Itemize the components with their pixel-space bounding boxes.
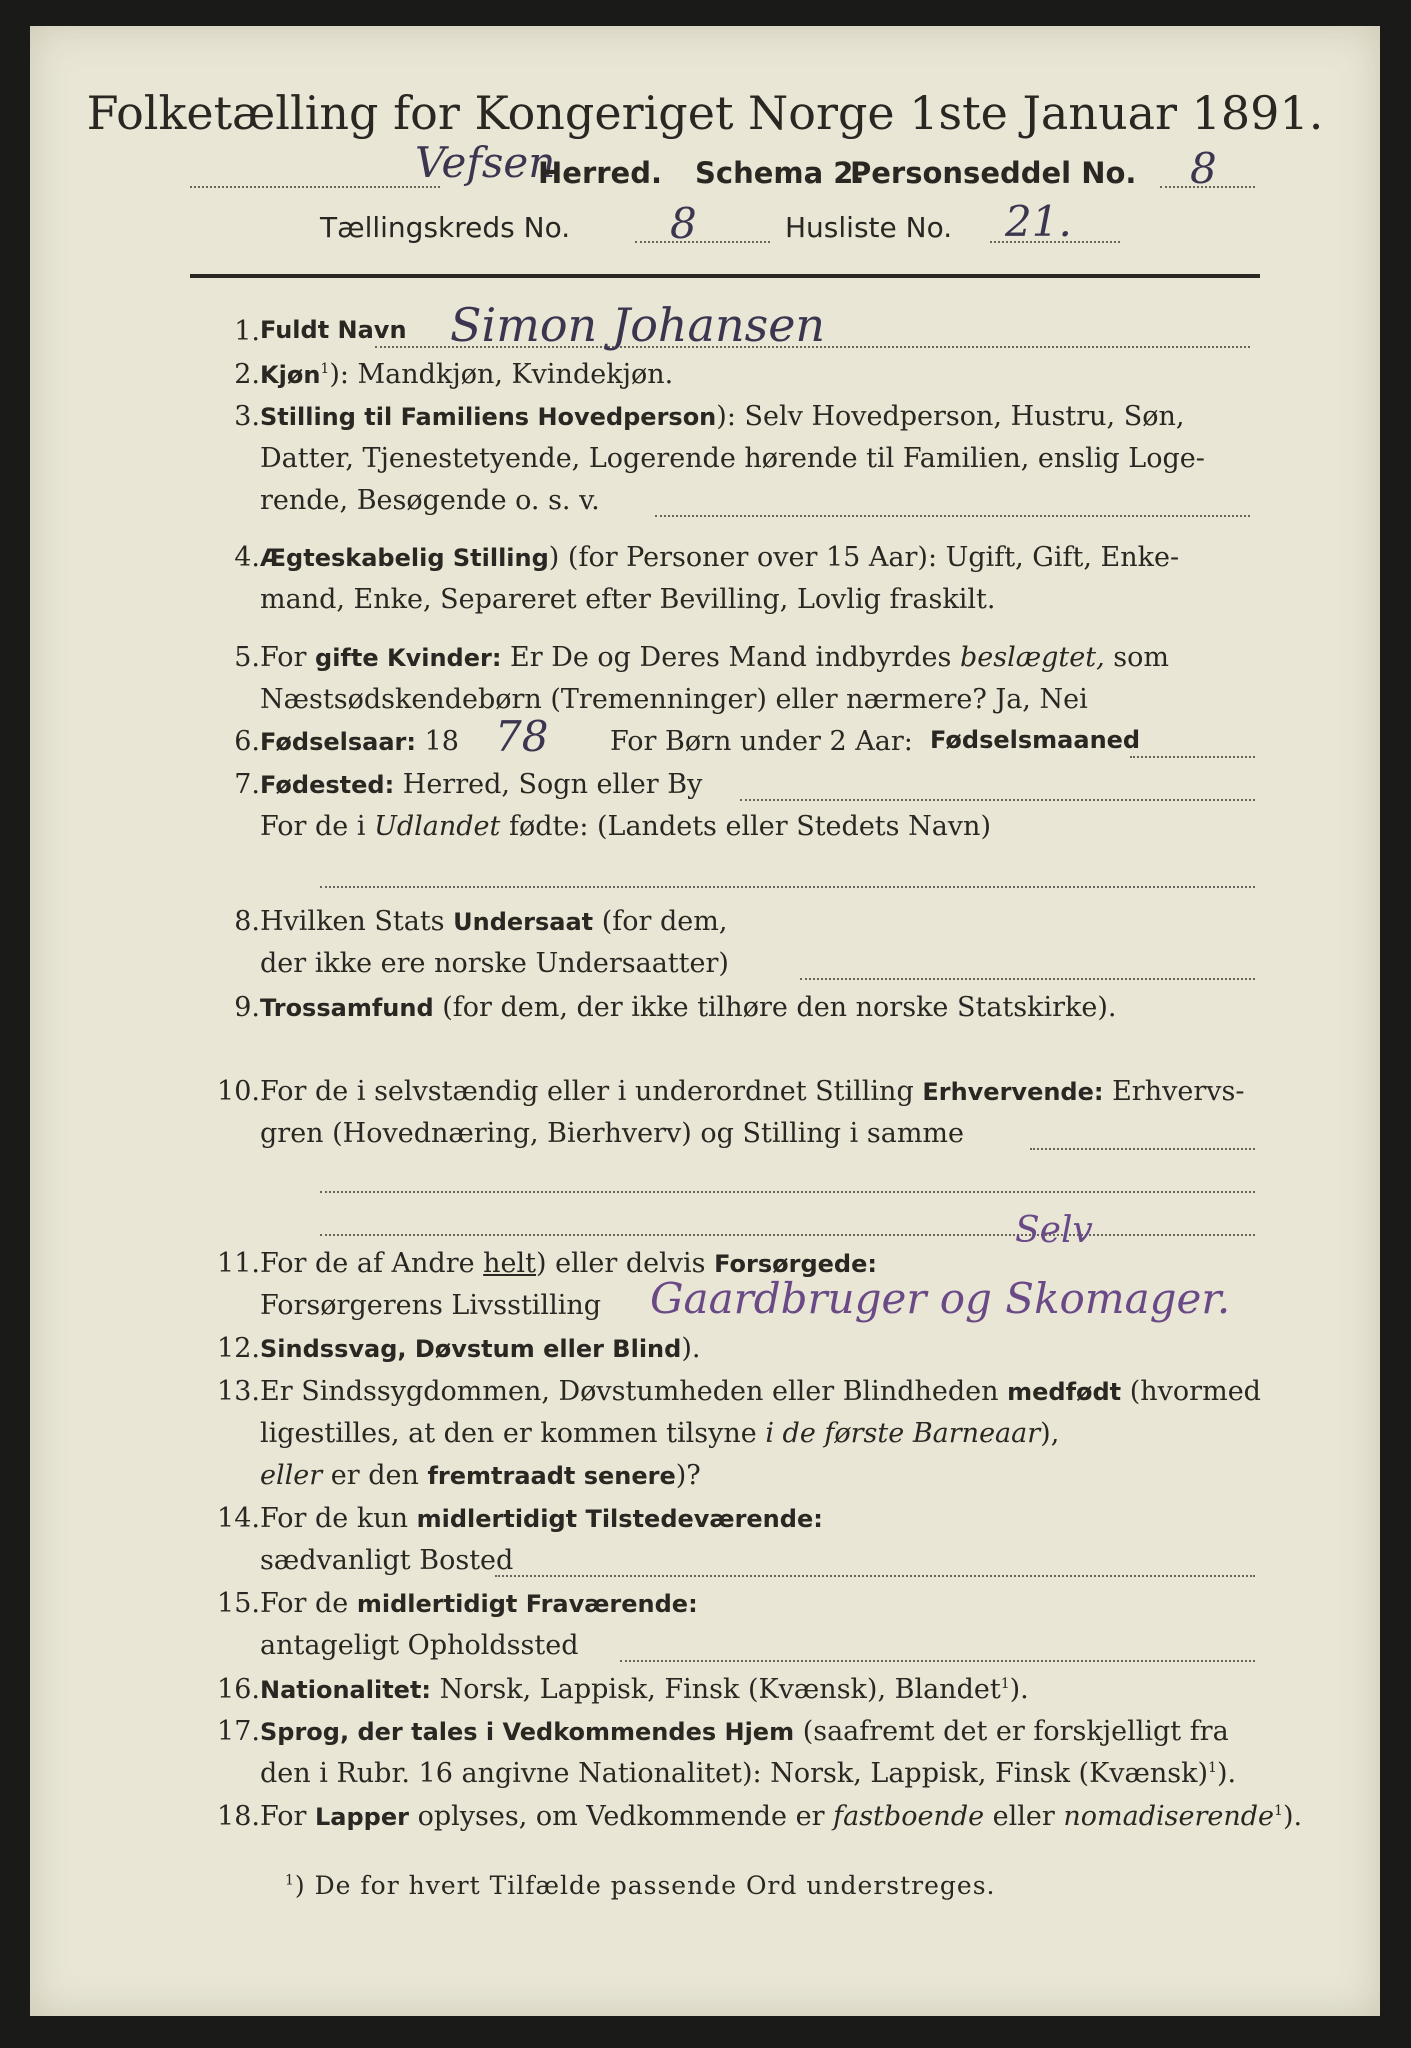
family-position-options-3: rende, Besøgende o. s. v.: [260, 485, 600, 516]
q10-text: For de i selvstændig eller i underordnet Stilling: [260, 1076, 914, 1107]
marital-label: Ægteskabelig Stilling: [260, 544, 549, 572]
item-2: [30, 359, 1380, 399]
married-women-label: gifte Kvinder:: [315, 644, 502, 672]
q13-text-2-end: ),: [1040, 1418, 1060, 1449]
q13-text: Er Sindssygdommen, Døvstumheden eller Blindheden: [260, 1376, 999, 1407]
q5-text-end: som: [1113, 642, 1169, 673]
item-number: 14.: [217, 1503, 260, 1534]
item-number: 13.: [217, 1376, 260, 1407]
birthplace-options: Herred, Sogn eller By: [402, 769, 703, 800]
q5-text-2: Næstsødskendebørn (Tremenninger) eller nærmere? Ja, Nei: [260, 684, 1088, 715]
dependent-label: Forsørgede:: [714, 1250, 877, 1278]
q5-prefix: For: [260, 642, 307, 673]
q17-text-2: den i Rubr. 16 angivne Nationalitet): Norsk, Lappisk, Finsk (Kvænsk): [260, 1758, 1209, 1789]
birth-year-label: Fødselsaar:: [260, 728, 416, 756]
item-number: 15.: [217, 1588, 260, 1619]
header-row-1: [30, 138, 1380, 196]
item-number: 3.: [234, 401, 260, 432]
footnote-text: ) De for hvert Tilfælde passende Ord understreges.: [294, 1871, 996, 1900]
item-3: [30, 401, 1380, 441]
q18-text: For: [260, 1801, 307, 1832]
occupation-label: Erhvervende:: [922, 1078, 1104, 1106]
schema-label: Schema 2.: [695, 156, 865, 190]
q11-text-mid: ) eller delvis: [536, 1248, 706, 1279]
q9-text: (for dem, der ikke tilhøre den norske Statskirke).: [442, 992, 1117, 1023]
item-number: 11.: [217, 1248, 260, 1279]
q14-text: For de kun: [260, 1503, 408, 1534]
item-number: 16.: [217, 1674, 260, 1705]
item-13: [30, 1376, 1380, 1416]
full-name-value: Simon Johansen: [450, 298, 826, 352]
q7-abroad: Udlandet: [374, 811, 501, 842]
nationality-label: Nationalitet:: [260, 1676, 432, 1704]
later-onset-label: fremtraadt senere: [427, 1462, 676, 1490]
item-number: 9.: [234, 992, 260, 1023]
congenital-label: medfødt: [1007, 1378, 1122, 1406]
item-5: [30, 642, 1380, 682]
item-9: [30, 992, 1380, 1032]
item-14: [30, 1503, 1380, 1543]
item-number: 17.: [217, 1716, 260, 1747]
item-number: 2.: [234, 359, 260, 390]
item-8: [30, 906, 1380, 946]
disability-label: Sindssvag, Døvstum eller Blind: [260, 1335, 682, 1363]
birth-month-label: Fødselsmaaned: [930, 726, 1141, 754]
item-18: 18. For Lapper oplyses, om Vedkommende er fastboende eller nomadiserende$^1$).: [30, 1801, 1380, 1841]
q8-text-2: der ikke ere norske Undersaatter): [260, 948, 729, 979]
kreds-label: Tællingskreds No.: [320, 211, 571, 244]
birth-year-value: 78: [495, 712, 549, 761]
birth-year-prefix: 18: [424, 726, 459, 757]
item-number: 4.: [234, 542, 260, 573]
item-10: [30, 1076, 1380, 1116]
q11-fully: helt: [483, 1248, 537, 1279]
q8-text: Hvilken Stats: [260, 906, 445, 937]
item-6: [30, 712, 1380, 766]
q8-text-end: (for dem,: [601, 906, 728, 937]
family-position-options-2: Datter, Tjenestetyende, Logerende hørende til Familien, enslig Loge-: [260, 443, 1205, 474]
kreds-value: 8: [670, 199, 697, 248]
sami-label: Lapper: [315, 1803, 409, 1831]
item-number: 8.: [234, 906, 260, 937]
religion-label: Trossamfund: [260, 994, 434, 1022]
usual-residence-label: sædvanligt Bosted: [260, 1545, 514, 1576]
header-divider: [190, 274, 1260, 278]
provider-occupation-value: Gaardbruger og Skomager.: [650, 1274, 1231, 1323]
gender-label: Kjøn: [260, 361, 321, 389]
q5-related: beslægtet,: [959, 642, 1105, 673]
q7-text: For de i: [260, 811, 366, 842]
q13-childhood: i de første Barneaar: [765, 1418, 1041, 1449]
q7-text-end: fødte: (Landets eller Stedets Navn): [508, 811, 991, 842]
item-12: [30, 1333, 1380, 1373]
family-position-label: Stilling til Familiens Hovedperson: [260, 403, 717, 431]
q15-text: For de: [260, 1588, 349, 1619]
q18-nomadic: nomadiserende: [1063, 1801, 1275, 1832]
probable-residence-label: antageligt Opholdssted: [260, 1630, 579, 1661]
q18-text-2: oplyses, om Vedkommende er: [417, 1801, 825, 1832]
item-17: [30, 1716, 1380, 1756]
item-1: [30, 298, 1380, 356]
q10-text-end: Erhvervs-: [1112, 1076, 1245, 1107]
birthplace-label: Fødested:: [260, 771, 395, 799]
q13-text-2: ligestilles, at den er kommen tilsyne: [260, 1418, 757, 1449]
herred-value: Vefsen: [415, 138, 556, 187]
q13-or: eller: [260, 1460, 323, 1491]
marital-options-2: mand, Enke, Separeret efter Bevilling, Lovlig fraskilt.: [260, 584, 996, 615]
q18-or: eller: [992, 1801, 1055, 1832]
personseddel-value: 8: [1190, 144, 1217, 193]
footnote: $^1$) De for hvert Tilfælde passende Ord understreges.: [285, 1871, 996, 1900]
marital-options: ) (for Personer over 15 Aar): Ugift, Gift, Enke-: [548, 542, 1180, 573]
q13-text-3-end: )?: [675, 1460, 701, 1491]
personseddel-label: Personseddel No.: [850, 156, 1137, 190]
q11-text: For de af Andre: [260, 1248, 475, 1279]
q5-text: Er De og Deres Mand indbyrdes: [510, 642, 952, 673]
header-row-2: [30, 197, 1380, 251]
item-11-provider: [30, 1274, 1380, 1330]
item-number: 10.: [217, 1076, 260, 1107]
dependent-note: Selv: [1015, 1210, 1093, 1251]
husliste-label: Husliste No.: [785, 211, 953, 244]
temporary-absent-label: midlertidigt Fraværende:: [356, 1590, 698, 1618]
item-4: [30, 542, 1380, 582]
family-position-options: ): Selv Hovedperson, Hustru, Søn,: [716, 401, 1185, 432]
gender-options: ): Mandkjøn, Kvindekjøn.: [329, 359, 674, 390]
provider-occupation-label: Forsørgerens Livsstilling: [260, 1290, 602, 1321]
item-number: 12.: [217, 1333, 260, 1364]
item-7: [30, 769, 1380, 809]
item-16: 16. Nationalitet: Norsk, Lappisk, Finsk (Kvænsk), Blandet$^1$).: [30, 1674, 1380, 1714]
census-form: Folketælling for Kongeriget Norge 1ste Januar 1891. Vefsen Herred. Schema 2. Personseddel No. 8 Tællingskreds No. 8 Husliste No. 21. 1. Fuldt Navn Simon Johansen 2. Kjøn$^1$): Mandkjøn, Kvindekjøn. 3. Stilling til Familiens Hovedperson): Selv Hovedperson, Hustru, Søn, Datter, Tjenestetyende, Logerende hørende til Familien, enslig Loge- rende, Besøgende o. s. v. 4. Ægteskabelig Stilling) (for Personer over 15 Aar): Ugift, Gift, Enke- mand, Enke, Separeret efter Bevilling, Lovlig fraskilt. 5. For gifte Kvinder: Er De og Deres Mand indbyrdes beslægtet, som Næstsødskendebørn (Tremenninger) eller nærmere? Ja, Nei 6. Fødselsaar: 18 78 For Børn under 2 Aar: Fødselsmaaned 7. Fødested: Herred, Sogn eller By For de i Udlandet fødte: (Landets eller Stedets Navn) 8. Hvilken Stats Undersaat (for dem, der ikke ere norske Undersaatter) 9. Trossamfund (for dem, der ikke tilhøre den norske Statskirke). 10. For de i selvstændig eller i underordnet Stilling Erhvervende: Erhvervs- gren (Hovednæring, Bierhverv) og Stilling i samme 11. For de af Andre helt) eller delvis Forsørgede: Selv Forsørgerens Livsstilling Gaardbruger og Skomager. 12. Sindssvag, Døvstum eller Blind). 13. Er Sindssygdommen, Døvstumheden eller Blindheden medfødt (hvormed ligestilles, at den er kommen tilsyne i de første Barneaar), eller er den fremtraadt senere)? 14. For de kun midlertidigt Tilstedeværende: sædvanligt Bosted 15. For de midlertidigt Fraværende: antageligt Opholdssted 16. Nationalitet: Norsk, Lappisk, Finsk (Kvænsk), Blandet$^1$). 17. Sprog, der tales i Vedkommendes Hjem (saafremt det er forskjelligt fra den i Rubr. 16 angivne Nationalitet): Norsk, Lappisk, Finsk (Kvænsk)$^1$). 18. For Lapper oplyses, om Vedkommende er fastboende eller nomadiserende$^1$). $^1$) De for hvert Tilfælde passende Ord understreges.: [30, 26, 1380, 2016]
item-15: [30, 1588, 1380, 1628]
nationality-options: Norsk, Lappisk, Finsk (Kvænsk), Blandet: [439, 1674, 1001, 1705]
under-2-text: For Børn under 2 Aar:: [610, 726, 913, 757]
full-name-label: Fuldt Navn: [260, 316, 407, 344]
item-number: 18.: [217, 1801, 260, 1832]
item-number: 5.: [234, 642, 260, 673]
citizenship-label: Undersaat: [453, 908, 594, 936]
husliste-value: 21.: [1005, 197, 1072, 246]
item-number: 6.: [234, 726, 260, 757]
temporary-present-label: midlertidigt Tilstedeværende:: [416, 1505, 823, 1533]
q17-text: (saafremt det er forskjelligt fra: [802, 1716, 1229, 1747]
item-number: 1.: [234, 316, 260, 347]
form-title: Folketælling for Kongeriget Norge 1ste Januar 1891.: [86, 86, 1324, 140]
q12-text: ).: [681, 1333, 701, 1364]
footnote-mark: 1: [320, 361, 330, 377]
q10-text-2: gren (Hovednæring, Bierhverv) og Stilling i samme: [260, 1118, 965, 1149]
q13-text-end: (hvormed: [1129, 1376, 1261, 1407]
q13-text-3: er den: [330, 1460, 419, 1491]
language-label: Sprog, der tales i Vedkommendes Hjem: [260, 1718, 795, 1746]
q18-settled: fastboende: [833, 1801, 985, 1832]
item-number: 7.: [234, 769, 260, 800]
herred-label: Herred.: [538, 156, 662, 190]
